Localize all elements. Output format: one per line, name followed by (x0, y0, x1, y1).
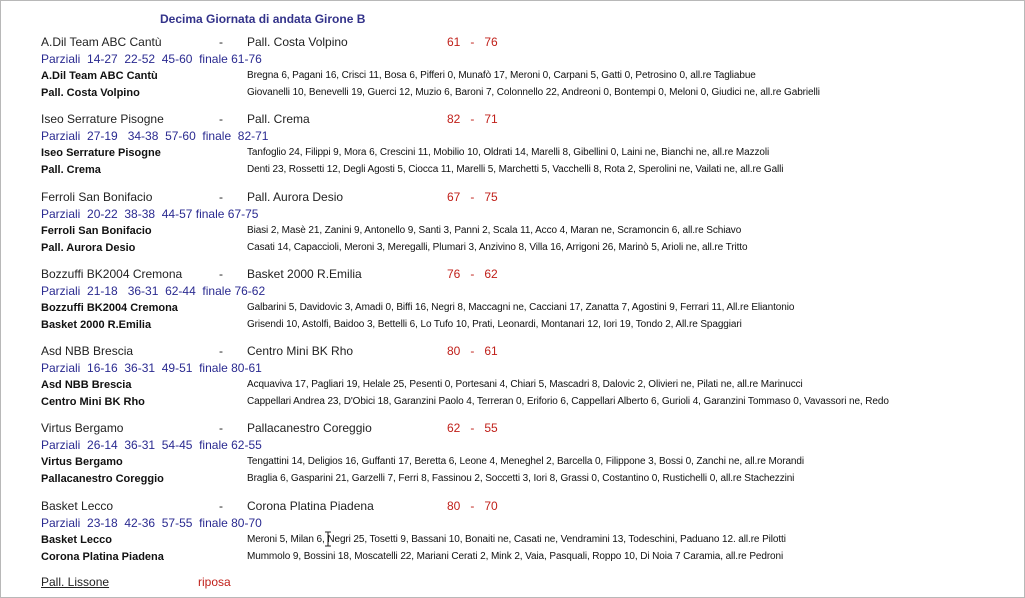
away-players: Grisendi 10, Astolfi, Baidoo 3, Bettelli 6, Lo Tufo 10, Prati, Leonardi, Montanari 12, Iori 19, Tondo 2, All.re Spaggiari (247, 319, 742, 330)
vs-dash: - (219, 499, 223, 513)
home-players: Tengattini 14, Deligios 16, Guffanti 17, Beretta 6, Leone 4, Meneghel 2, Barcella 0, Filippone 3, Bossi 0, Zanchi ne, all.re Morandi (247, 456, 804, 467)
home-team: Basket Lecco (41, 499, 114, 513)
game-block (1, 266, 1021, 342)
away-team: Pall. Costa Volpino (247, 35, 348, 49)
vs-dash: - (219, 112, 223, 126)
away-team-name: Basket 2000 R.Emilia (41, 319, 152, 331)
away-team-name: Centro Mini BK Rho (41, 396, 145, 408)
away-team: Corona Platina Piadena (247, 499, 374, 513)
partials-text: Parziali 27-19 34-38 57-60 finale 82-71 (41, 129, 269, 143)
home-team-name: Iseo Serrature Pisogne (41, 147, 161, 159)
away-players: Cappellari Andrea 23, D'Obici 18, Garanzini Paolo 4, Terreran 0, Eriforio 6, Cappellari Alberto 6, Gurioli 4, Garanzini Tommaso 0, Vavassori ne, Redo (247, 396, 889, 407)
away-players: Casati 14, Capaccioli, Meroni 3, Meregalli, Plumari 3, Anzivino 8, Villa 16, Arrigoni 26, Marinò 5, Arioli ne, all.re Tritto (247, 242, 748, 253)
home-players: Meroni 5, Milan 6, Negri 25, Tosetti 9, Bassani 10, Bonaiti ne, Casati ne, Vendramini 13, Todeschini, Paduano 12. all.re Pilotti (247, 534, 786, 545)
away-team-name: Corona Platina Piadena (41, 551, 164, 563)
final-score: 80 - 61 (447, 344, 498, 358)
away-team-name: Pall. Aurora Desio (41, 242, 136, 254)
vs-dash: - (219, 344, 223, 358)
final-score: 82 - 71 (447, 112, 498, 126)
game-block (1, 111, 1021, 187)
away-players: Giovanelli 10, Benevelli 19, Guerci 12, Muzio 6, Baroni 7, Colonnello 22, Andreoni 0, Bontempi 0, Meloni 0, Giudici ne, all.re Gabrielli (247, 87, 820, 98)
final-score: 61 - 76 (447, 35, 498, 49)
home-players: Biasi 2, Masè 21, Zanini 9, Antonello 9, Santi 3, Panni 2, Scala 11, Acco 4, Maran ne, Scramoncin 6, all.re Schiavo (247, 225, 742, 236)
partials-text: Parziali 14-27 22-52 45-60 finale 61-76 (41, 52, 262, 66)
game-block (1, 420, 1021, 496)
away-players: Mummolo 9, Bossini 18, Moscatelli 22, Mariani Cerati 2, Mink 2, Vaia, Pasquali, Roppo 10, Di Noia 7 Caramia, all.re Pedroni (247, 551, 784, 562)
partials-text: Parziali 20-22 38-38 44-57 finale 67-75 (41, 207, 259, 221)
vs-dash: - (219, 35, 223, 49)
home-players: Tanfoglio 24, Filippi 9, Mora 6, Crescini 11, Mobilio 10, Oldrati 14, Marelli 8, Gibellini 0, Laini ne, Bianchi ne, all.re Mazzoli (247, 147, 770, 158)
partials-text: Parziali 23-18 42-36 57-55 finale 80-70 (41, 516, 262, 530)
home-team: Asd NBB Brescia (41, 344, 134, 358)
home-players: Acquaviva 17, Pagliari 19, Helale 25, Pesenti 0, Portesani 4, Chiari 5, Mascadri 8, Dalovic 2, Olivieri ne, Pilati ne, all.re Marinucci (247, 379, 803, 390)
rest-team-link[interactable]: Pall. Lissone (41, 575, 110, 589)
away-team: Pallacanestro Coreggio (247, 421, 372, 435)
away-team: Basket 2000 R.Emilia (247, 267, 362, 281)
vs-dash: - (219, 267, 223, 281)
game-block (1, 34, 1021, 110)
away-team: Pall. Aurora Desio (247, 190, 344, 204)
home-team-name: Basket Lecco (41, 534, 112, 546)
partials-text: Parziali 16-16 36-31 49-51 finale 80-61 (41, 361, 262, 375)
away-team-name: Pall. Costa Volpino (41, 87, 140, 99)
away-team: Pall. Crema (247, 112, 310, 126)
home-team-name: Virtus Bergamo (41, 456, 123, 468)
page-title: Decima Giornata di andata Girone B (160, 12, 366, 26)
partials-text: Parziali 21-18 36-31 62-44 finale 76-62 (41, 284, 266, 298)
game-block (1, 498, 1021, 574)
home-team: A.Dil Team ABC Cantù (41, 35, 162, 49)
away-players: Braglia 6, Gasparini 21, Garzelli 7, Ferri 8, Fassinou 2, Soccetti 3, Iori 8, Grassi 0, Costantino 0, Rustichelli 0, all.re Stachezzini (247, 473, 795, 484)
home-team-name: A.Dil Team ABC Cantù (41, 70, 158, 82)
final-score: 80 - 70 (447, 499, 498, 513)
away-players: Denti 23, Rossetti 12, Degli Agosti 5, Ciocca 11, Marelli 5, Marchetti 5, Vacchelli 8, Rota 2, Sperolini ne, Vailati ne, all.re Galli (247, 164, 784, 175)
final-score: 62 - 55 (447, 421, 498, 435)
home-team: Bozzuffi BK2004 Cremona (41, 267, 183, 281)
home-team: Iseo Serrature Pisogne (41, 112, 164, 126)
home-team: Ferroli San Bonifacio (41, 190, 153, 204)
home-players: Bregna 6, Pagani 16, Crisci 11, Bosa 6, Pifferi 0, Munafò 17, Meroni 0, Carpani 5, Gatti 0, Petrosino 0, all.re Tagliabue (247, 70, 756, 81)
partials-text: Parziali 26-14 36-31 54-45 finale 62-55 (41, 438, 262, 452)
away-team: Centro Mini BK Rho (247, 344, 354, 358)
home-team: Virtus Bergamo (41, 421, 124, 435)
away-team-name: Pallacanestro Coreggio (41, 473, 164, 485)
final-score: 67 - 75 (447, 190, 498, 204)
home-team-name: Bozzuffi BK2004 Cremona (41, 302, 178, 314)
home-players: Galbarini 5, Davidovic 3, Amadi 0, Biffi 16, Negri 8, Maccagni ne, Cacciani 17, Zanatta 7, Agostini 9, Ferrari 11, All.re Eliantonio (247, 302, 795, 313)
vs-dash: - (219, 190, 223, 204)
game-block (1, 189, 1021, 265)
home-team-name: Ferroli San Bonifacio (41, 225, 152, 237)
game-block (1, 343, 1021, 419)
rest-label: riposa (198, 575, 231, 589)
home-team-name: Asd NBB Brescia (41, 379, 132, 391)
away-team-name: Pall. Crema (41, 164, 101, 176)
text-cursor-icon (324, 531, 332, 547)
vs-dash: - (219, 421, 223, 435)
final-score: 76 - 62 (447, 267, 498, 281)
